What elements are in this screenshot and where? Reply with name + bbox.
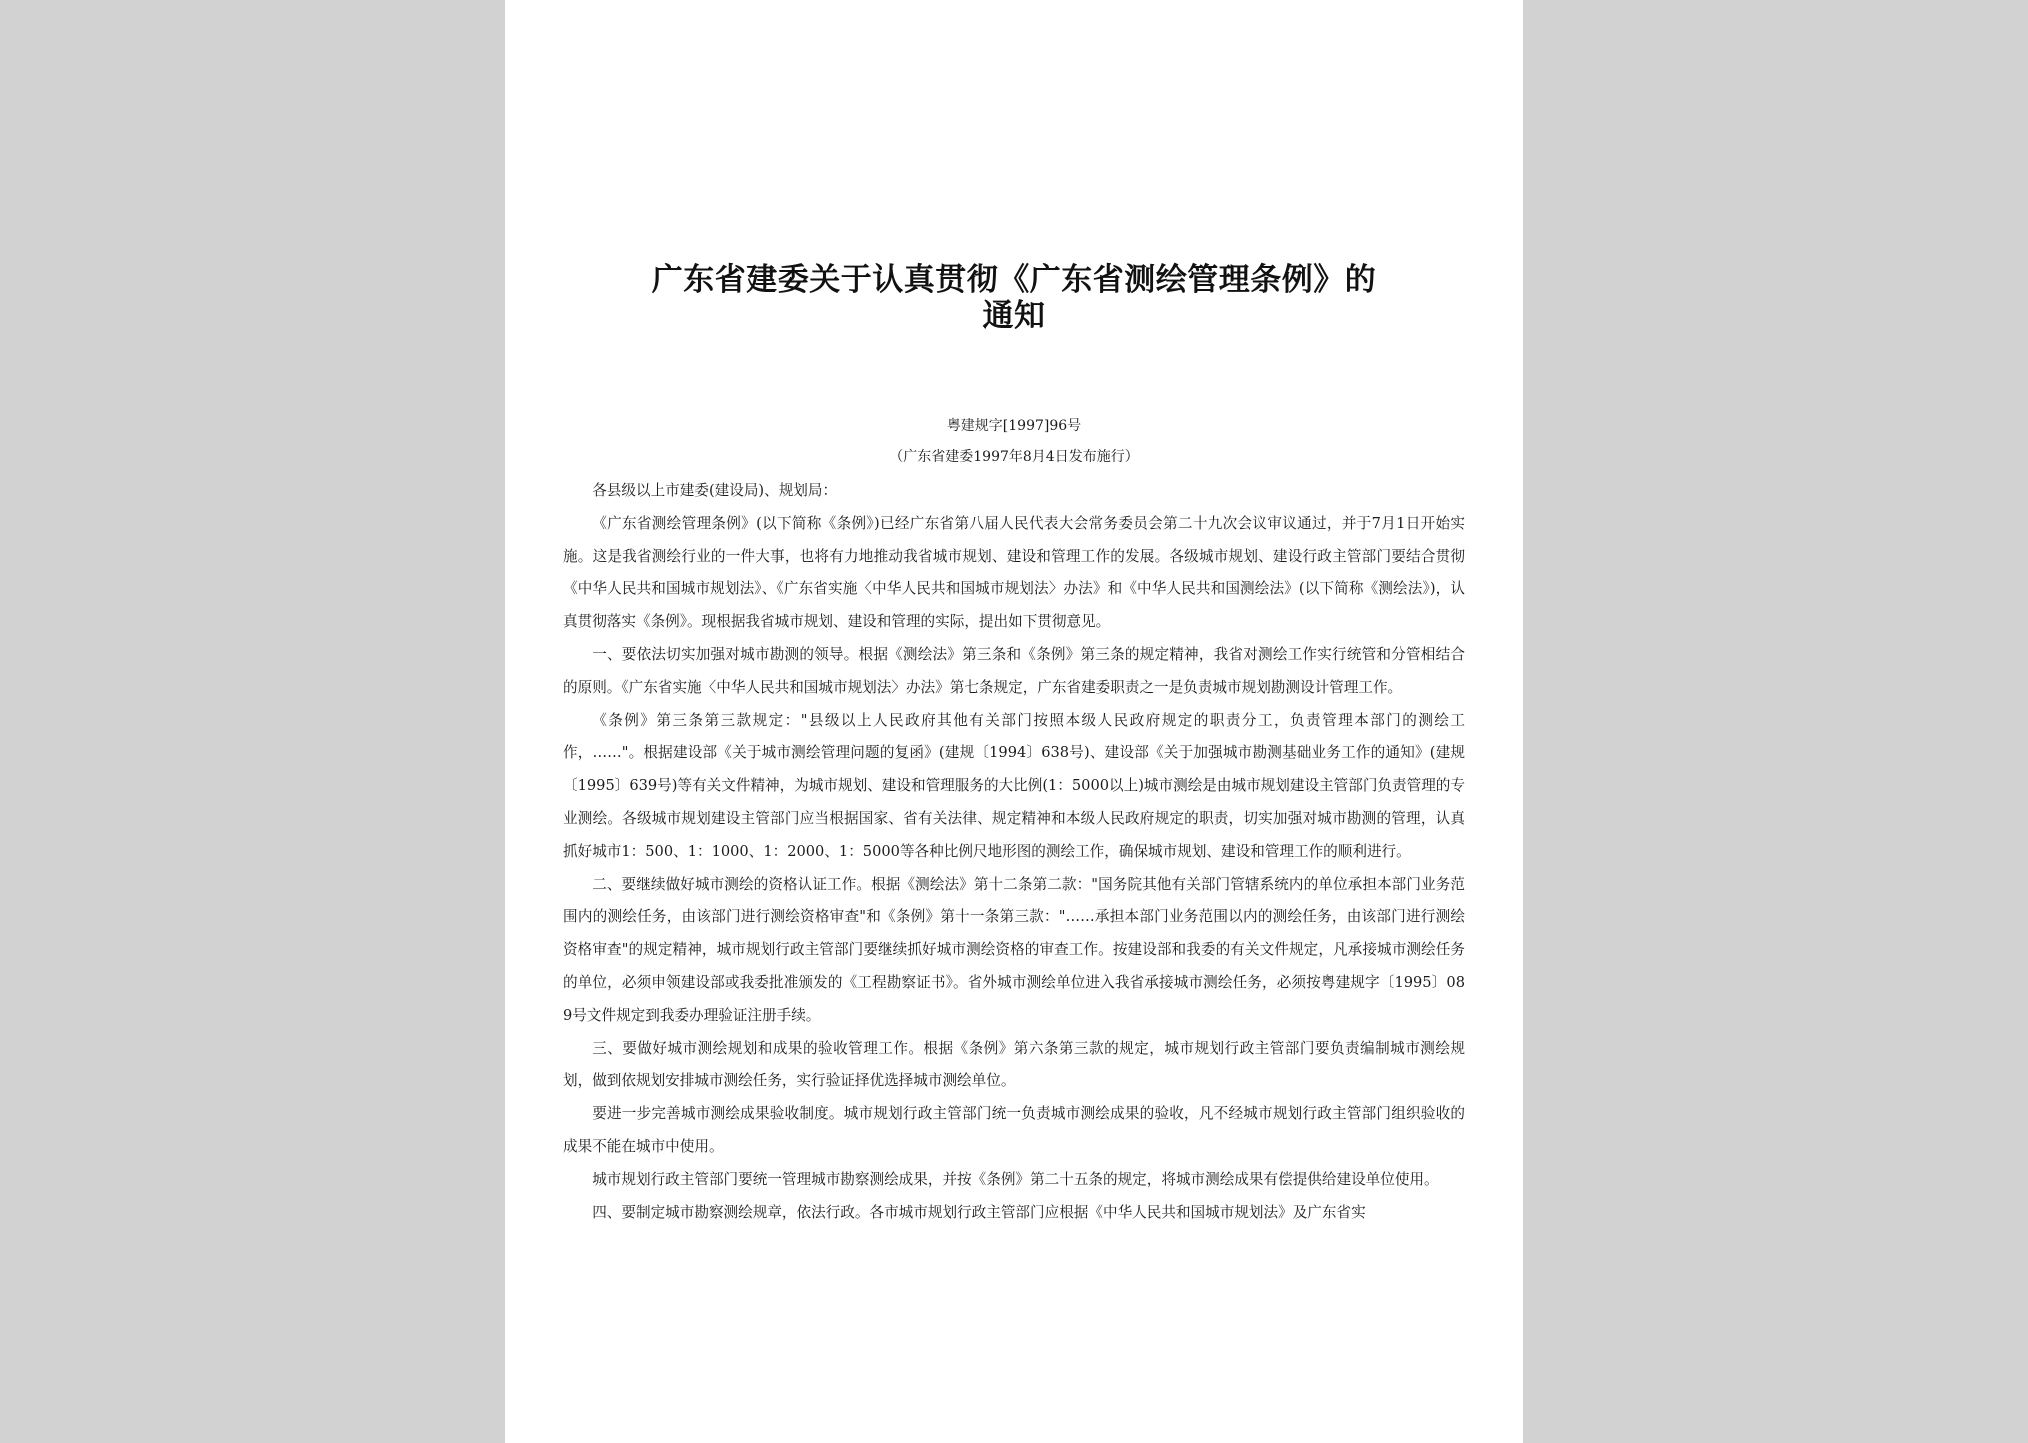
document-number: 粤建规字[1997]96号 — [946, 418, 1082, 434]
issuance-note: （广东省建委1997年8月4日发布施行） — [889, 449, 1139, 465]
paragraph: 三、要做好城市测绘规划和成果的验收管理工作。根据《条例》第六条第三款的规定，城市规划行政主管部门要负责编制城市测绘规划，做到依规划安排城市测绘任务，实行验证择优选择城市测绘单位。 — [563, 1039, 1465, 1090]
paragraph: 一、要依法切实加强对城市勘测的领导。根据《测绘法》第三条和《条例》第三条的规定精神，我省对测绘工作实行统管和分管相结合的原则。《广东省实施〈中华人民共和国城市规划法〉办法》第七条规定，广东省建委职责之一是负责城市规划勘测设计管理工作。 — [563, 645, 1465, 696]
document-title — [563, 262, 1465, 334]
addressee: 各县级以上市建委(建设局)、规划局： — [592, 482, 838, 499]
paragraph: 《广东省测绘管理条例》(以下简称《条例》)已经广东省第八届人民代表大会常务委员会第二十九次会议审议通过，并于7月1日开始实施。这是我省测绘行业的一件大事，也将有力地推动我省城市规划、建设和管理工作的发展。各级城市规划、建设行政主管部门要结合贯彻《中华人民共和国城市规划法》、《广东省实施〈中华人民共和国城市规划法〉办法》和《中华人民共和国测绘法》(以下简称《测绘法》)，认真贯彻落实《条例》。现根据我省城市规划、建设和管理的实际，提出如下贯彻意见。 — [563, 514, 1465, 631]
paragraph: 城市规划行政主管部门要统一管理城市勘察测绘成果，并按《条例》第二十五条的规定，将城市测绘成果有偿提供给建设单位使用。 — [592, 1170, 1439, 1188]
paragraph: 要进一步完善城市测绘成果验收制度。城市规划行政主管部门统一负责城市测绘成果的验收，凡不经城市规划行政主管部门组织验收的成果不能在城市中使用。 — [563, 1105, 1465, 1155]
paragraph: 《条例》第三条第三款规定："县级以上人民政府其他有关部门按照本级人民政府规定的职责分工，负责管理本部门的测绘工作，……"。根据建设部《关于城市测绘管理问题的复函》(建规〔1994〕638号)、建设部《关于加强城市勘测基础业务工作的通知》(建规〔1995〕639号)等有关文件精神，为城市规划、建设和管理服务的大比例(1：5000以上)城市测绘是由城市规划建设主管部门负责管理的专业测绘。各级城市规划建设主管部门应当根据国家、省有关法律、规定精神和本级人民政府规定的职责，切实加强对城市勘测的管理，认真抓好城市1：500、1：1000、1：2000、1：5000等各种比例尺地形图的测绘工作，确保城市规划、建设和管理工作的顺利进行。 — [563, 711, 1465, 860]
paragraph: 二、要继续做好城市测绘的资格认证工作。根据《测绘法》第十二条第二款："国务院其他有关部门管辖系统内的单位承担本部门业务范围内的测绘任务，由该部门进行测绘资格审查"和《条例》第十一条第三款："……承担本部门业务范围以内的测绘任务，由该部门进行测绘资格审查"的规定精神，城市规划行政主管部门要继续抓好城市测绘资格的审查工作。按建设部和我委的有关文件规定，凡承接城市测绘任务的单位，必须申领建设部或我委批准颁发的《工程勘察证书》。省外城市测绘单位进入我省承接城市测绘任务，必须按粤建规字〔1995〕089号文件规定到我委办理验证注册手续。 — [563, 875, 1465, 1024]
title-line-1: 广东省建委关于认真贯彻《广东省测绘管理条例》的 — [651, 262, 1377, 298]
document-body — [563, 475, 1465, 1229]
paragraph: 四、要制定城市勘察测绘规章，依法行政。各市城市规划行政主管部门应根据《中华人民共和国城市规划法》及广东省实 — [592, 1203, 1366, 1221]
title-line-2: 通知 — [982, 298, 1046, 334]
document-page — [505, 0, 1523, 1443]
